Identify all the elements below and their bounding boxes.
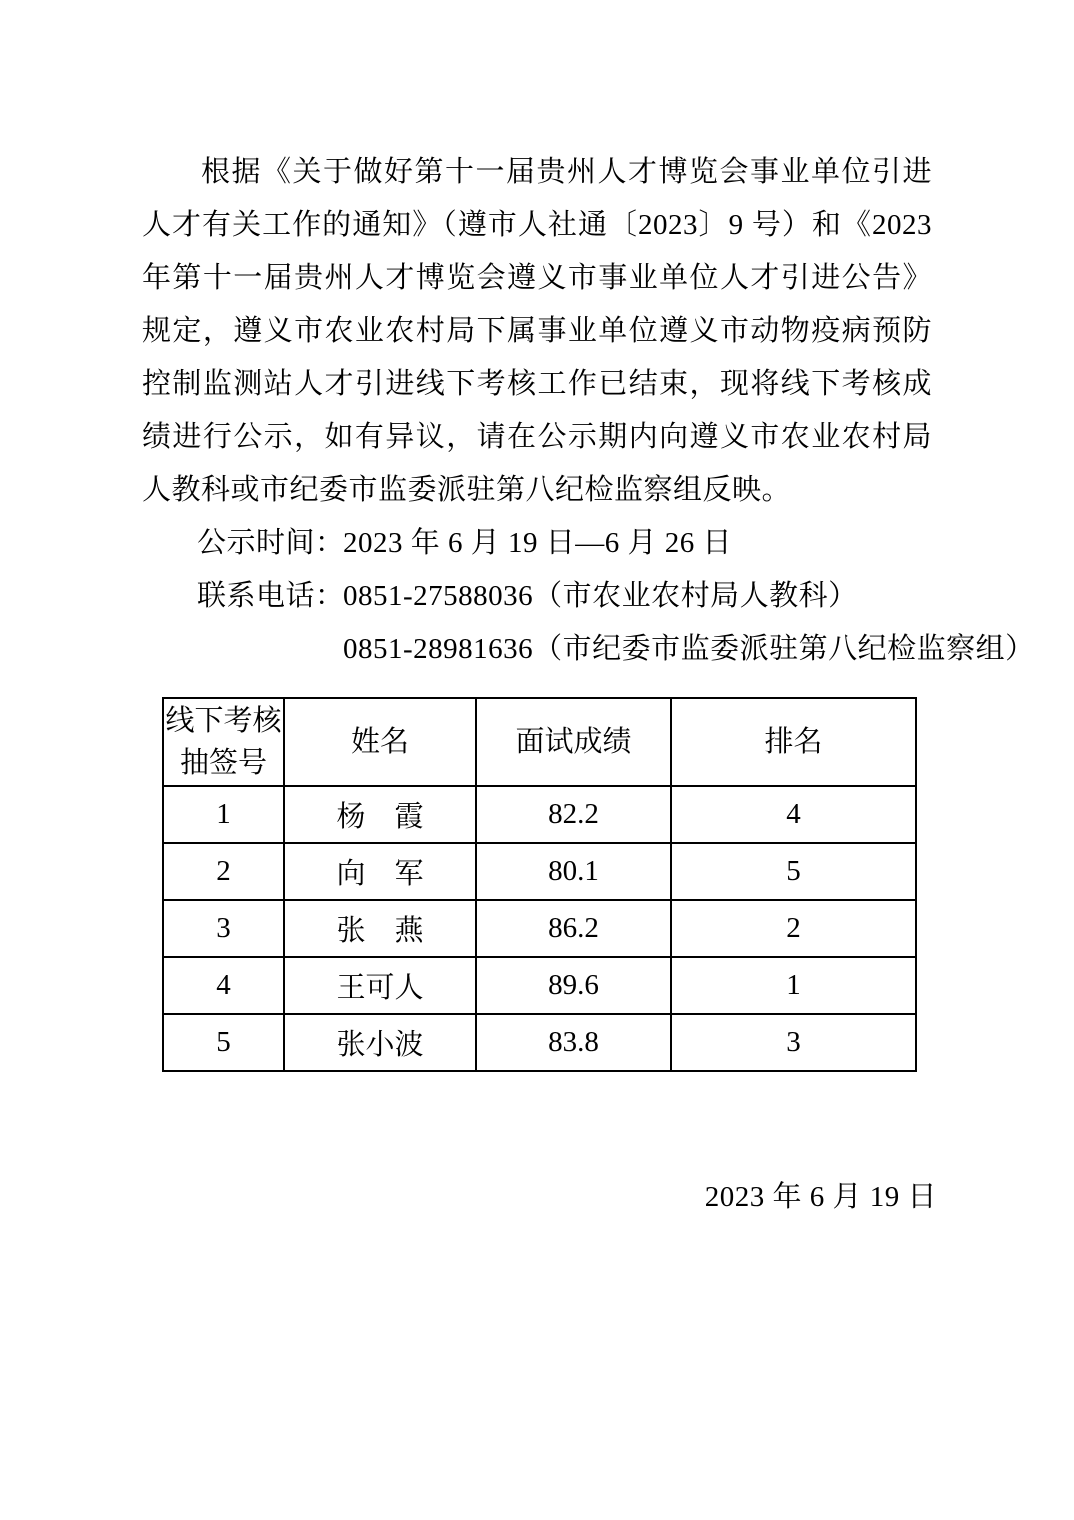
col-header-rank: 排名 [671, 698, 916, 786]
cell-rank: 4 [671, 786, 916, 843]
col-header-interview-score: 面试成绩 [476, 698, 671, 786]
cell-interview-score: 80.1 [476, 843, 671, 900]
cell-draw-number: 3 [163, 900, 284, 957]
cell-draw-number: 5 [163, 1014, 284, 1071]
cell-name: 向 军 [284, 843, 476, 900]
cell-interview-score: 83.8 [476, 1014, 671, 1071]
cell-draw-number: 2 [163, 843, 284, 900]
col-header-name: 姓名 [284, 698, 476, 786]
cell-interview-score: 89.6 [476, 957, 671, 1014]
contact-label: 联系电话： [197, 580, 345, 612]
cell-rank: 1 [671, 957, 916, 1014]
table-row [163, 900, 916, 957]
table-row [163, 786, 916, 843]
sign-date: 2023 年 6 月 19 日 [704, 1181, 937, 1213]
contact-phone-1: 0851-27588036（市农业农村局人教科） [343, 580, 858, 612]
publicity-time-line [142, 517, 932, 570]
cell-draw-number: 1 [163, 786, 284, 843]
notice-paragraph: 根据《关于做好第十一届贵州人才博览会事业单位引进人才有关工作的通知》（遵市人社通〔2023〕9 号）和《2023 年第十一届贵州人才博览会遵义市事业单位人才引进公告》规定，遵义市农业农村局下属事业单位遵义市动物疫病预防控制监测站人才引进线下考核工作已结束，现将线下考核成绩进行公示，如有异议，请在公示期内向遵义市农业农村局人教科或市纪委市监委派驻第八纪检监察组反映。 [142, 156, 932, 506]
cell-name: 张 燕 [284, 900, 476, 957]
contact-phone-line-1 [142, 570, 932, 623]
publicity-time-value: 2023 年 6 月 19 日—6 月 26 日 [343, 527, 733, 559]
cell-draw-number: 4 [163, 957, 284, 1014]
contact-phone-line-2 [142, 623, 1035, 676]
cell-name: 王可人 [284, 957, 476, 1014]
col-header-draw-number: 线下考核抽签号 [163, 698, 284, 786]
cell-rank: 3 [671, 1014, 916, 1071]
cell-name: 杨 霞 [284, 786, 476, 843]
cell-rank: 2 [671, 900, 916, 957]
table-row [163, 1014, 916, 1071]
publicity-time-label: 公示时间： [197, 527, 345, 559]
cell-interview-score: 82.2 [476, 786, 671, 843]
notice-body [142, 146, 1035, 676]
cell-interview-score: 86.2 [476, 900, 671, 957]
table-row [163, 957, 916, 1014]
table-header-row [163, 698, 916, 786]
cell-name: 张小波 [284, 1014, 476, 1071]
cell-rank: 5 [671, 843, 916, 900]
contact-phone-2: 0851-28981636（市纪委市监委派驻第八纪检监察组） [343, 633, 1035, 665]
table-row [163, 843, 916, 900]
score-table [162, 697, 917, 1072]
